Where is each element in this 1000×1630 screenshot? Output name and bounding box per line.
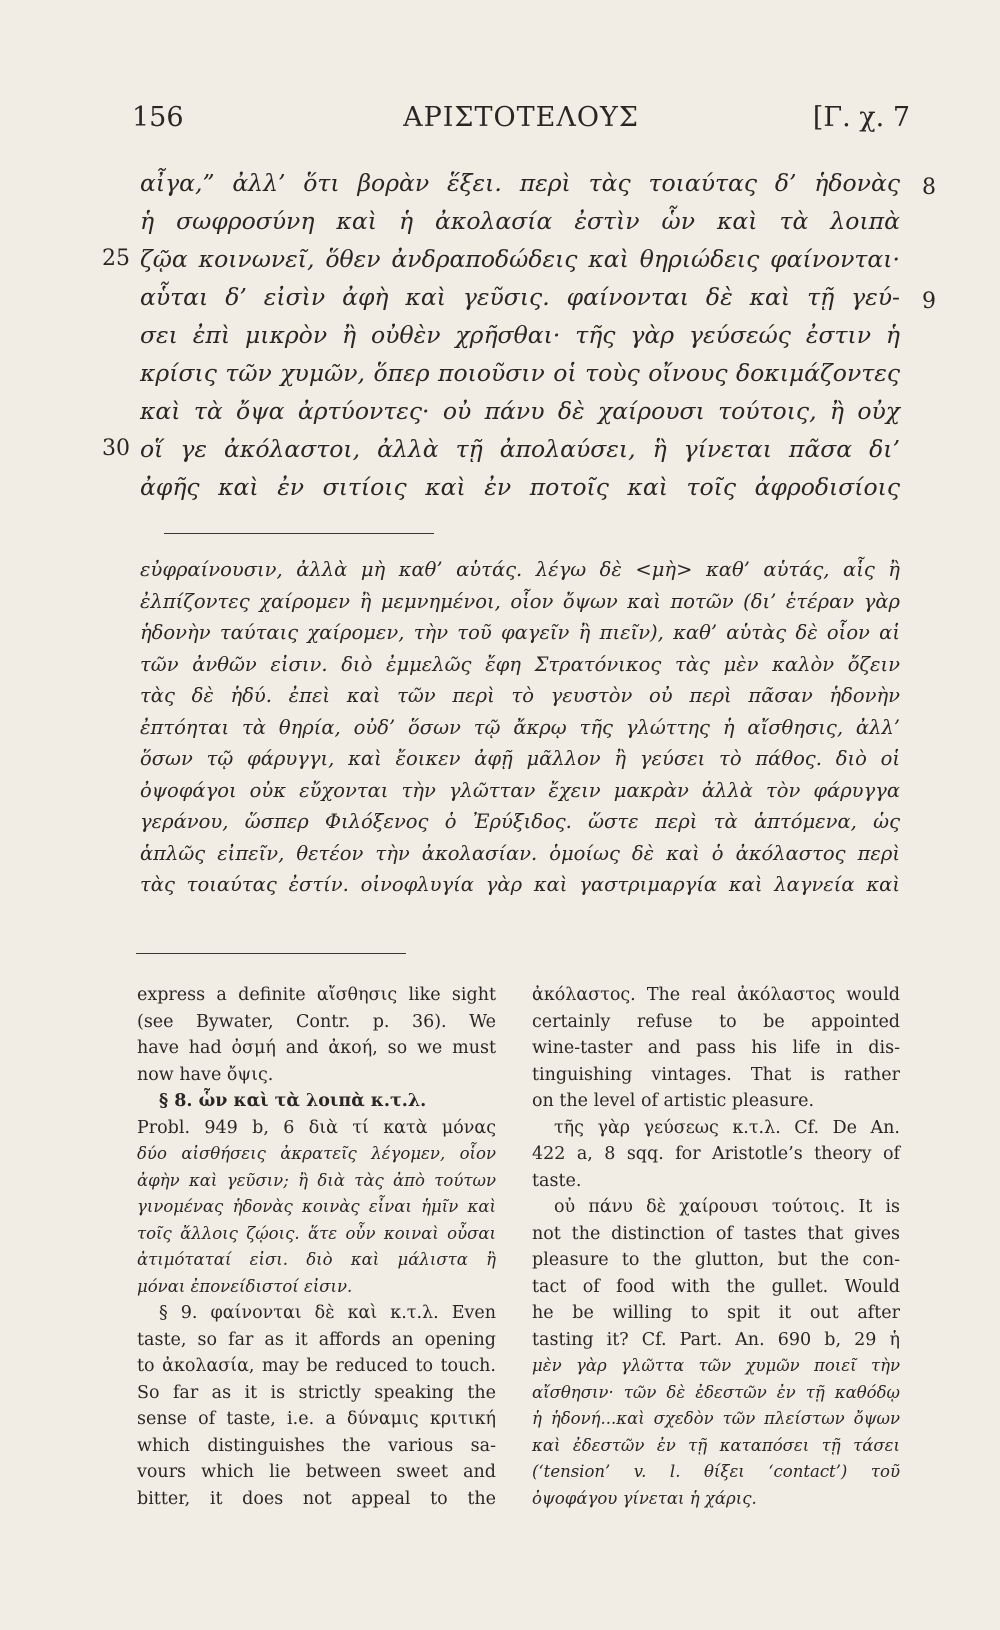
note-line: he be willing to spit it out after (532, 1303, 900, 1323)
note-line: μὲν γὰρ γλῶττα τῶν χυμῶν ποιεῖ τὴν (532, 1356, 900, 1375)
main-text-line (140, 202, 900, 240)
note-line: δύο αἰσθήσεις ἀκρατεῖς λέγομεν, οἷον (137, 1144, 496, 1163)
main-text-content: ἡ σωφροσύνη καὶ ἡ ἀκολασία ἐστὶν ὧν καὶ τὰ λοιπὰ (140, 207, 900, 235)
main-text (102, 164, 936, 506)
text-divider-rule (164, 533, 434, 534)
note-line: Probl. 949 b, 6 διὰ τί κατὰ μόνας (137, 1117, 496, 1138)
line-number: 30 (102, 436, 130, 461)
note-line: certainly refuse to be appointed (532, 1011, 900, 1032)
note-line: αἴσθησιν· τῶν δὲ ἐδεστῶν ἐν τῇ καθόδῳ (532, 1382, 900, 1402)
main-text-content: αὗται δ’ εἰσὶν ἀφὴ καὶ γεῦσις. φαίνονται δὲ καὶ τῇ γεύ- (140, 283, 900, 311)
note-line: sense of taste, i.e. a δύναμις κριτική (137, 1409, 496, 1429)
note-line: (‘tension’ v. l. θίξει ‘contact’) τοῦ (532, 1462, 900, 1481)
commentary-line: τὰς δὲ ἡδύ. ἐπεὶ καὶ τῶν περὶ τὸ γευστὸν οὐ περὶ πᾶσαν ἡδονὴν (140, 684, 900, 707)
note-line: tact of food with the gullet. Would (532, 1276, 900, 1297)
main-text-content: κρίσις τῶν χυμῶν, ὅπερ ποιοῦσιν οἱ τοὺς οἴνους δοκιμάζοντες (140, 359, 900, 387)
commentary-line: ἐπτόηται τὰ θηρία, οὐδ’ ὅσων τῷ ἄκρῳ τῆς γλώττης ἡ αἴσθησις, ἀλλ’ (140, 715, 900, 739)
commentary-line: ἡδονὴν ταύταις χαίρομεν, τὴν τοῦ φαγεῖν ἢ πιεῖν), καθ’ αὑτὰς δὲ οἷον αἱ (140, 621, 900, 644)
note-line: now have ὄψις. (137, 1064, 274, 1085)
note-line: So far as it is strictly speaking the (137, 1382, 496, 1403)
note-line: ἀκόλαστος. The real ἀκόλαστος would (532, 985, 900, 1005)
running-header (132, 102, 910, 142)
note-line: wine-taster and pass his life in dis- (532, 1038, 900, 1058)
section-number: 9 (922, 289, 936, 314)
main-text-content: αἶγα,” ἀλλ’ ὅτι βορὰν ἕξει. περὶ τὰς τοιαύτας δ’ ἡδονὰς (140, 169, 900, 197)
notes-divider-rule (136, 953, 406, 954)
main-text-content: οἵ γε ἀκόλαστοι, ἀλλὰ τῇ ἀπολαύσει, ἣ γίνεται πᾶσα δι’ (140, 435, 900, 463)
note-line: γινομένας ἡδονὰς κοινὰς εἶναι ἡμῖν καὶ (137, 1197, 496, 1216)
commentary-line: ὀψοφάγοι οὐκ εὔχονται τὴν γλῶτταν ἔχειν μακρὰν ἀλλὰ τὸν φάρυγγα (140, 778, 900, 802)
commentary-line: γεράνου, ὥσπερ Φιλόξενος ὁ Ἐρύξιδος. ὥστε περὶ τὰ ἁπτόμενα, ὡς (140, 810, 900, 833)
notes-column-right (532, 982, 900, 1512)
main-text-line (102, 240, 900, 278)
note-line: ἡ ἡδονή...καὶ σχεδὸν τῶν πλείστων ὄψων (532, 1409, 900, 1428)
note-line: καὶ ἐδεστῶν ἐν τῇ καταπόσει τῇ τάσει (532, 1435, 900, 1455)
main-text-line (140, 354, 900, 392)
main-text-line (140, 316, 900, 354)
note-line: to ἀκολασία, may be reduced to touch. (137, 1356, 496, 1376)
running-title: ΑΡΙΣΤΟΤΕΛΟΥΣ (403, 102, 639, 133)
main-text-content: σει ἐπὶ μικρὸν ἢ οὐθὲν χρῆσθαι· τῆς γὰρ γεύσεώς ἐστιν ἡ (140, 321, 900, 349)
commentary-line: ἐλπίζοντες χαίρομεν ἢ μεμνημένοι, οἷον ὄψων καὶ ποτῶν (δι’ ἑτέραν γὰρ (140, 589, 900, 613)
note-line: vours which lie between sweet and (137, 1462, 496, 1482)
note-line: bitter, it does not appeal to the (137, 1488, 496, 1509)
note-line: not the distinction of tastes that gives (532, 1223, 900, 1244)
note-line: οὐ πάνυ δὲ χαίρουσι τούτοις. It is (554, 1197, 900, 1217)
note-line: have had ὀσμή and ἀκοή, so we must (137, 1038, 496, 1058)
note-line: tinguishing vintages. That is rather (532, 1064, 900, 1085)
note-line: ἀφὴν καὶ γεῦσιν; ἢ διὰ τὰς ἀπὸ τούτων (137, 1170, 496, 1190)
main-text-line (102, 430, 900, 468)
section-reference: [Γ. χ. 7 (812, 102, 910, 133)
note-line: μόναι ἐπονείδιστοί εἰσιν. (137, 1276, 353, 1296)
note-line: taste, so far as it affords an opening (137, 1329, 496, 1350)
note-line: ἀτιμόταταί εἰσι. διὸ καὶ μάλιστα ἢ (137, 1250, 496, 1269)
note-line: τῆς γὰρ γεύσεως κ.τ.λ. Cf. De An. (554, 1117, 900, 1138)
commentary-line: ὅσων τῷ φάρυγγι, καὶ ἔοικεν ἀφῇ μᾶλλον ἢ γεύσει τὸ πάθος. διὸ οἱ (140, 747, 900, 770)
note-line: § 9. φαίνονται δὲ καὶ κ.τ.λ. Even (159, 1303, 496, 1323)
commentary-line: τῶν ἀνθῶν εἰσιν. διὸ ἐμμελῶς ἔφη Στρατόνικος τὰς μὲν καλὸν ὄζειν (140, 652, 900, 676)
main-text-line (140, 392, 900, 430)
note-line: which distinguishes the various sa- (137, 1435, 496, 1456)
main-text-content: ζῷα κοινωνεῖ, ὅθεν ἀνδραποδώδεις καὶ θηριώδεις φαίνονται· (140, 245, 900, 273)
main-text-line (140, 278, 936, 316)
note-line: taste. (532, 1170, 582, 1191)
main-text-content: ἀφῆς καὶ ἐν σιτίοις καὶ ἐν ποτοῖς καὶ τοῖς ἀφροδισίοις (140, 473, 900, 501)
notes-column-left (137, 982, 496, 1512)
commentary-line: ἁπλῶς εἰπεῖν, θετέον τὴν ἀκολασίαν. ὁμοίως δὲ καὶ ὁ ἀκόλαστος περὶ (140, 841, 900, 865)
note-line: (see Bywater, Contr. p. 36). We (137, 1011, 496, 1032)
note-line: § 8. ὧν καὶ τὰ λοιπὰ κ.τ.λ. (159, 1091, 427, 1111)
commentary-line: τὰς τοιαύτας ἐστίν. οἰνοφλυγία γὰρ καὶ γαστριμαργία καὶ λαγνεία καὶ (140, 873, 900, 896)
main-text-content: καὶ τὰ ὄψα ἀρτύοντες· οὐ πάνυ δὲ χαίρουσι τούτοις, ἢ οὐχ (140, 397, 900, 425)
line-number: 25 (102, 246, 130, 271)
note-line: ὀψοφάγου γίνεται ἡ χάρις. (532, 1488, 757, 1508)
main-text-line (140, 164, 936, 202)
note-line: τοῖς ἄλλοις ζῴοις. ἅτε οὖν κοιναὶ οὖσαι (137, 1223, 496, 1243)
page-number: 156 (132, 102, 184, 133)
note-line: tasting it? Cf. Part. An. 690 b, 29 ἡ (532, 1329, 900, 1350)
critical-commentary (140, 554, 900, 901)
main-text-line (140, 468, 900, 506)
section-number: 8 (922, 175, 936, 200)
note-line: on the level of artistic pleasure. (532, 1091, 815, 1111)
note-line: express a definite αἴσθησις like sight (137, 985, 496, 1005)
note-line: 422 a, 8 sqq. for Aristotle’s theory of (532, 1144, 900, 1164)
note-line: pleasure to the glutton, but the con- (532, 1250, 900, 1270)
commentary-line: εὐφραίνουσιν, ἀλλὰ μὴ καθ’ αὑτάς. λέγω δὲ <μὴ> καθ’ αὑτάς, αἷς ἢ (140, 558, 900, 581)
